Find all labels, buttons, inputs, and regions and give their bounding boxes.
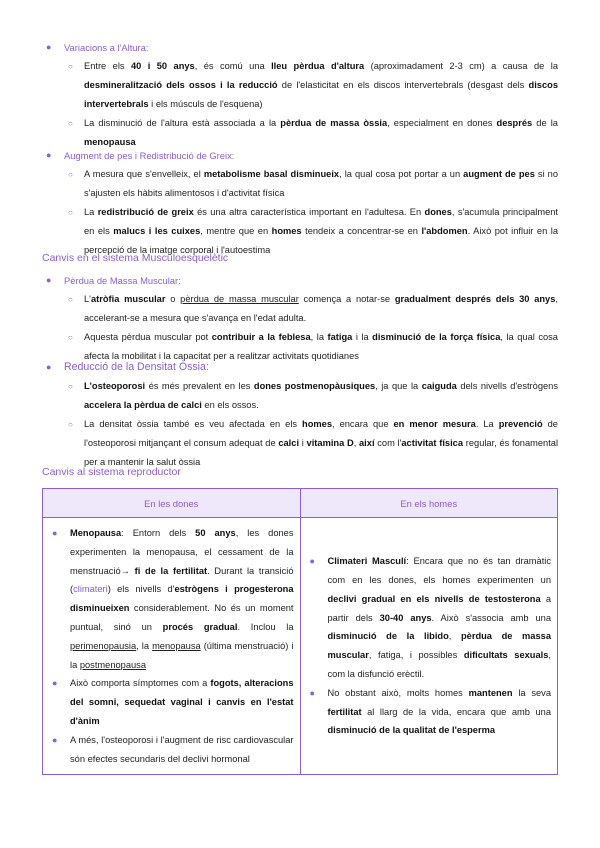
list-item: ○ L'atròfia muscular o pèrdua de massa muscular comença a notar-se gradualment després dels 30 anys, accelerant-se a mesura que s'avança en l'edat adulta.	[42, 290, 558, 328]
list-item: ○ A mesura que s'envelleix, el metabolisme basal disminueix, la qual cosa pot portar a un augment de pes si no s'ajusten els hàbits alimentosos i d'activitat física	[42, 165, 558, 203]
list-item: ● No obstant això, molts homes mantenen la seva fertilitat al llarg de la vida, encara que amb una disminució de la qualitat de l'esperma	[307, 684, 552, 740]
list-item: ○ La redistribució de greix és una altra característica important en l'adultesa. En dones, s'acumula principalment en els malucs i les cuixes, mentre que en homes tendeix a concentrar-se en l'abdomen. Això pot influir en la percepció de la imatge corporal i l'autoestima	[42, 203, 558, 260]
bullet-altura-title: ● Variacions a l'Altura:	[42, 38, 558, 57]
hollow-circle-icon: ○	[68, 119, 73, 128]
hollow-circle-icon: ○	[68, 208, 73, 217]
list-item: ● Això comporta símptomes com a fogots, alteracions del somni, sequedat vaginal i canvis en l'estat d'ànim	[49, 674, 294, 730]
section-densitat-ossia	[42, 358, 558, 472]
table-header-row	[43, 489, 558, 518]
bullet-dot-icon: ●	[52, 734, 58, 745]
cell-dones	[43, 518, 301, 775]
bullet-dot-icon: ●	[46, 362, 52, 372]
bullet-massa-title: ● Pèrdua de Massa Muscular:	[42, 271, 558, 290]
section-pes	[42, 146, 558, 260]
bullet-dot-icon: ●	[46, 275, 52, 285]
list-item: ○ La densitat òssia també es veu afectada en els homes, encara que en menor mesura. La prevenció de l'osteoporosi mitjançant el consum adequat de calci i vitamina D, així com l'activitat física regular, és fonamental per a mantenir la salut òssia	[42, 415, 558, 472]
list-item: ● Menopausa: Entorn dels 50 anys, les dones experimenten la menopausa, el cessament de la menstruació→ fi de la fertilitat. Durant la transició (climateri) els nivells d'estrògens i progesterona disminueixen considerablement. No és un moment puntual, sinó un procés gradual. Inclou la perimenopausia, la menopausa (última menstruació) i la postmenopausa	[49, 524, 294, 674]
heading-reproductor: Canvis al sistema reproductor	[42, 466, 181, 478]
bullet-dot-icon: ●	[309, 687, 315, 698]
bullet-ossia-title: ● Reducció de la Densitat Òssia:	[42, 358, 558, 377]
bullet-dot-icon: ●	[46, 150, 52, 160]
list-item: ● Climateri Masculí: Encara que no és tan dramàtic com en les dones, els homes experimenten un declivi gradual en els nivells de testosterona a partir dels 30-40 anys. Això s'associa amb una disminució de la libido, pèrdua de massa muscular, fatiga, i possibles dificultats sexuals, com la disfunció erèctil.	[307, 552, 552, 684]
list-item: ○ L'osteoporosi és més prevalent en les dones postmenopàusiques, ja que la caiguda dels nivells d'estrògens accelera la pèrdua de calci en els ossos.	[42, 377, 558, 415]
bullet-dot-icon: ●	[52, 678, 58, 689]
section-massa-muscular	[42, 271, 558, 366]
hollow-circle-icon: ○	[68, 295, 73, 304]
comparison-table	[42, 488, 558, 775]
column-header-homes: En els homes	[300, 489, 558, 518]
bullet-dot-icon: ●	[52, 528, 58, 538]
list-item: ○ La disminució de l'altura està associada a la pèrdua de massa òssia, especialment en dones després de la menopausa	[42, 114, 558, 152]
column-header-dones: En les dones	[43, 489, 301, 518]
bullet-pes-title: ● Augment de pes i Redistribució de Greix:	[42, 146, 558, 165]
section-altura	[42, 38, 558, 152]
bullet-dot-icon: ●	[46, 42, 52, 52]
hollow-circle-icon: ○	[68, 333, 73, 342]
cell-homes	[300, 518, 558, 775]
hollow-circle-icon: ○	[68, 62, 73, 71]
list-item: ● A més, l'osteoporosi i l'augment de risc cardiovascular són efectes secundaris del declivi hormonal	[49, 731, 294, 769]
heading-musculoesqueletic: Canvis en el sistema Musculoesquelètic	[42, 252, 229, 264]
hollow-circle-icon: ○	[68, 170, 73, 179]
table-row	[43, 518, 558, 775]
list-item: ○ Aquesta pèrdua muscular pot contribuir a la feblesa, la fatiga i la disminució de la força física, la qual cosa afecta la mobilitat i la capacitat per a realitzar activitats quotidianes	[42, 328, 558, 366]
list-item: ○ Entre els 40 i 50 anys, és comú una lleu pèrdua d'altura (aproximadament 2-3 cm) a causa de la desmineralització dels ossos i la reducció de l'elasticitat en els discos intervertebrals (desgast dels discos intervertebrals i els músculs de l'esquena)	[42, 57, 558, 114]
hollow-circle-icon: ○	[68, 382, 73, 391]
hollow-circle-icon: ○	[68, 420, 73, 429]
bullet-dot-icon: ●	[309, 556, 315, 567]
